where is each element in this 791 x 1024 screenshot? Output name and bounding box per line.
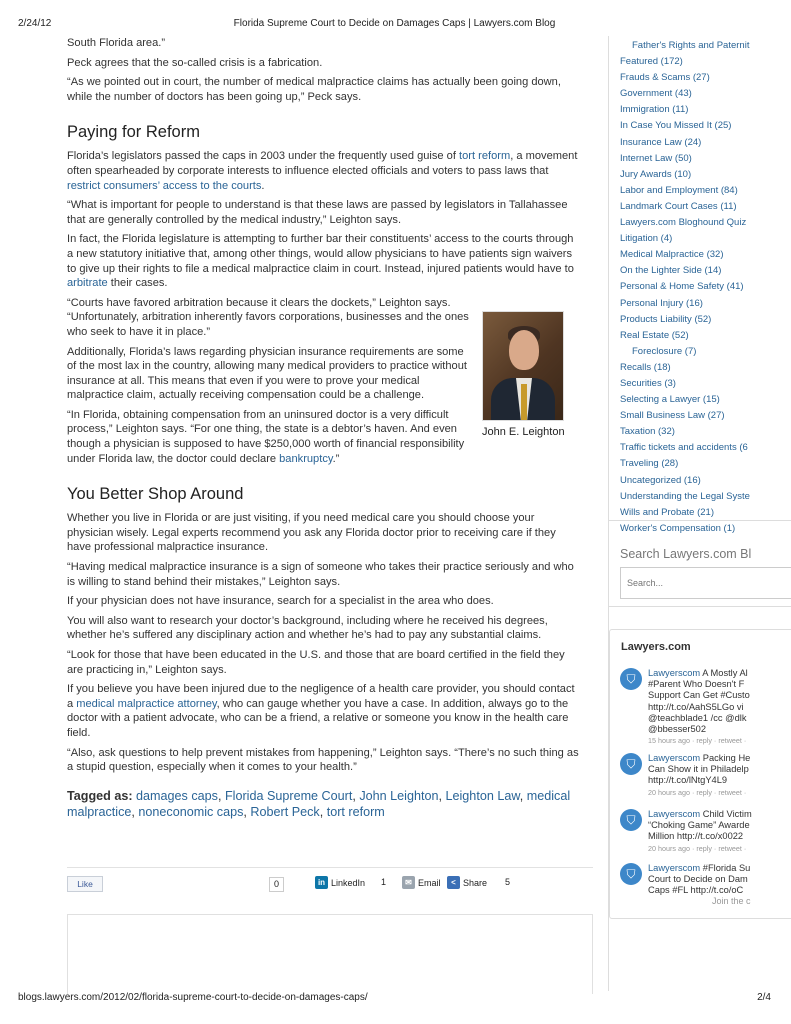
tweet-line: @teachblade1 /cc @dlk <box>648 712 747 723</box>
tags-label: Tagged as: <box>67 788 133 803</box>
tweet-line: Can Show it in Philadelp <box>648 764 749 775</box>
tweet-meta: 20 hours ago · reply · retweet · <box>648 843 747 853</box>
link-tort-reform[interactable]: tort reform <box>459 150 511 163</box>
article-paragraph: Whether you live in Florida or are just visiting, if you need medical care you should choose your physician wisely. Legal experts recommend you ask any Florida doctor prior to receiving care if they have professional malpractice insurance. <box>67 512 556 554</box>
tag-separator: , <box>519 788 527 803</box>
tags-line <box>67 788 579 820</box>
tag-separator: , <box>352 788 360 803</box>
leighton-photo <box>482 311 564 421</box>
tag-link[interactable]: damages caps <box>136 788 218 803</box>
linkedin-count: 1 <box>381 877 387 887</box>
comment-box[interactable] <box>67 914 593 994</box>
category-link[interactable]: Personal & Home Safety (41) <box>620 281 744 293</box>
tweet-user-link[interactable]: Lawyerscom <box>648 863 701 873</box>
link-restrict-access[interactable]: restrict consumers’ access to the courts <box>67 179 262 192</box>
article-paragraph: Florida’s legislators passed the caps in 2003 under the frequently used guise of tort reform, a movement often spearheaded by corporate interests to influence elected officials and voters to pass laws that restrict consumers’ access to the courts. <box>67 150 578 192</box>
category-link[interactable]: Government (43) <box>620 88 692 100</box>
tweet-line: Caps #FL http://t.co/oC <box>648 885 744 896</box>
article-paragraph: “Look for those that have been educated in the U.S. and those that are board certified in the field they are practicing in,” Leighton says. <box>67 649 565 676</box>
photo-caption: John E. Leighton <box>482 426 565 438</box>
article-paragraph: “Having medical malpractice insurance is a sign of someone who takes their practice seriously and who is willing to stand behind their mistakes,” Leighton says. <box>67 561 574 588</box>
tweet-user-link[interactable]: Lawyerscom <box>648 809 701 819</box>
tag-link[interactable]: noneconomic caps <box>138 804 244 819</box>
tag-separator: , <box>217 788 225 803</box>
tweet-line: #Florida Su <box>702 863 751 873</box>
category-link[interactable]: Lawyers.com Bloghound Quiz <box>620 217 747 229</box>
category-link[interactable]: Medical Malpractice (32) <box>620 249 724 261</box>
category-link[interactable]: Uncategorized (16) <box>620 474 701 486</box>
tweet-text <box>648 753 791 798</box>
category-link[interactable]: Recalls (18) <box>620 361 671 373</box>
article-paragraph: “Also, ask questions to help prevent mistakes from happening,” Leighton says. “There’s no such thing as a stupid question, especially when it comes to your health.” <box>67 746 579 774</box>
category-link[interactable]: Father's Rights and Paternit <box>632 40 750 51</box>
print-header <box>18 18 771 32</box>
category-link[interactable]: Featured (172) <box>620 56 683 68</box>
category-link[interactable]: Personal Injury (16) <box>620 297 703 309</box>
tweet-line: http://t.co/AahS5LGo vi <box>648 701 744 712</box>
article-paragraph: South Florida area.” <box>67 37 166 49</box>
tweet-line: Packing He <box>702 753 751 763</box>
article-paragraph: You will also want to research your doctor’s background, including where he received his degrees, whether he’s suffered any disciplinary action and whether he’s had to pay any substantial claims. <box>67 614 548 642</box>
category-link[interactable]: Litigation (4) <box>620 233 673 245</box>
article-paragraph: If your physician does not have insurance, search for a specialist in the area who does. <box>67 595 494 608</box>
section-heading-reform: Paying for Reform <box>67 123 200 142</box>
category-link[interactable]: Traveling (28) <box>620 458 679 470</box>
article-paragraph: “In Florida, obtaining compensation from an uninsured doctor is a very difficult process,” Leighton says. “For one thing, the state is a debtor’s haven. And even though a physician is supposed to have $250,000 worth of financial responsibility under Florida law, the doctor could declare bankruptcy.” <box>67 408 465 465</box>
tweet-meta: 15 hours ago · reply · retweet · <box>648 736 747 746</box>
tag-separator: , <box>131 804 139 819</box>
linkedin-button[interactable] <box>315 876 365 889</box>
tweet-meta: 20 hours ago · reply · retweet · <box>648 787 747 797</box>
category-link[interactable]: Internet Law (50) <box>620 152 692 164</box>
print-url: blogs.lawyers.com/2012/02/florida-supreme-court-to-decide-on-damages-caps/ <box>18 992 368 1003</box>
lawyers-com-avatar-icon[interactable]: ⛉ <box>620 809 642 831</box>
lawyers-com-avatar-icon[interactable]: ⛉ <box>620 753 642 775</box>
section-heading-shop: You Better Shop Around <box>67 485 244 504</box>
tag-link[interactable]: John Leighton <box>359 788 439 803</box>
category-link[interactable]: Real Estate (52) <box>620 329 689 341</box>
article-paragraph: “What is important for people to understand is that these laws are passed by legislators in Tallahassee that are generally controlled by the medical industry,” Leighton says. <box>67 199 568 226</box>
category-link[interactable]: Frauds & Scams (27) <box>620 72 710 84</box>
category-link[interactable]: Taxation (32) <box>620 426 675 438</box>
leighton-photo-figure <box>482 311 579 440</box>
category-link[interactable]: Securities (3) <box>620 377 676 389</box>
category-link[interactable]: Insurance Law (24) <box>620 136 702 148</box>
category-link[interactable]: Understanding the Legal Syste <box>620 490 750 502</box>
article-paragraph: “Courts have favored arbitration because it clears the dockets,” Leighton says. “Unfortunately, arbitration inherently favors corporations, businesses and the ones who seek to have it in place.” <box>67 296 469 338</box>
link-bankruptcy[interactable]: bankruptcy <box>279 452 333 465</box>
print-page-number: 2/4 <box>757 992 771 1003</box>
category-link[interactable]: Traffic tickets and accidents (6 <box>620 442 748 454</box>
tag-link[interactable]: Robert Peck <box>250 804 320 819</box>
lawyers-com-avatar-icon[interactable]: ⛉ <box>620 863 642 885</box>
tweet-line: @bbesser502 <box>648 724 707 735</box>
tweet-text <box>648 809 791 854</box>
tweet-user-link[interactable]: Lawyerscom <box>648 753 701 763</box>
tweet-user-link[interactable]: Lawyerscom <box>648 668 701 678</box>
article-paragraph: In fact, the Florida legislature is attempting to further bar their constituents’ access to the courts through a new statutory initiative that, among other things, would allow physicians to have patients sign waivers to give up their rights to file a medical malpractice claim in court. Instead, injured patients would have to arbitrate their cases. <box>67 233 574 290</box>
email-icon: ✉ <box>402 876 415 889</box>
divider <box>609 606 791 607</box>
twitter-widget-title: Lawyers.com <box>621 641 691 653</box>
category-link[interactable]: Jury Awards (10) <box>620 168 692 180</box>
tag-link[interactable]: Leighton Law <box>445 788 520 803</box>
tweet-line: Support Can Get #Custo <box>648 690 750 701</box>
category-link[interactable]: In Case You Missed It (25) <box>620 120 732 132</box>
link-medical-malpractice-attorney[interactable]: medical malpractice attorney <box>76 697 217 710</box>
tweet-text <box>648 668 791 746</box>
category-link[interactable]: Foreclosure (7) <box>632 345 697 357</box>
category-link[interactable]: Selecting a Lawyer (15) <box>620 394 720 406</box>
like-count: 0 <box>269 877 284 892</box>
like-button[interactable]: Like <box>67 876 103 892</box>
print-date: 2/24/12 <box>18 18 52 29</box>
category-list <box>609 36 791 537</box>
article-paragraph: If you believe you have been injured due to the negligence of a health care provider, you should contact a medical malpractice attorney, who can gauge whether you have a case. In addition, always go to the doctor with a patient advocate, who can be a friend, a relative or someone you know in the health care field. <box>67 683 575 739</box>
tag-link[interactable]: medical malpractice <box>67 788 571 819</box>
tag-separator: , <box>438 788 446 803</box>
category-link[interactable]: Wills and Probate (21) <box>620 506 714 518</box>
category-link[interactable]: Worker's Compensation (1) <box>620 522 736 534</box>
search-title: Search Lawyers.com Bl <box>620 546 752 561</box>
tweet-line: http://t.co/lNtgY4L9 <box>648 775 728 786</box>
email-label: Email <box>418 877 441 888</box>
category-link[interactable]: Small Business Law (27) <box>620 410 725 422</box>
tweet-line: A Mostly Al <box>702 668 748 678</box>
category-link[interactable]: Immigration (11) <box>620 104 689 116</box>
divider <box>609 520 791 521</box>
tweet-line: #Parent Who Doesn't F <box>648 679 745 690</box>
share-button[interactable] <box>447 876 487 889</box>
twitter-join-link[interactable]: Join the c <box>712 896 751 906</box>
share-label: Share <box>463 877 488 888</box>
print-page-title: Florida Supreme Court to Decide on Damages Caps | Lawyers.com Blog <box>233 18 556 29</box>
tweet-line: “Choking Game” Awarde <box>648 820 750 831</box>
linkedin-icon: in <box>315 876 328 889</box>
tag-separator: , <box>319 804 327 819</box>
lawyers-com-avatar-icon[interactable]: ⛉ <box>620 668 642 690</box>
article-body <box>67 36 579 820</box>
category-link[interactable]: Landmark Court Cases (11) <box>620 200 737 212</box>
category-link[interactable]: Labor and Employment (84) <box>620 184 738 196</box>
tag-link[interactable]: tort reform <box>326 804 385 819</box>
article-paragraph: Additionally, Florida’s laws regarding physician insurance requirements are some of the most lax in the country, allowing many medical providers to practice without insurance at all. This means that even if you were to prove your medical malpractice claim, actually receiving compensation could be a challenge. <box>67 345 467 402</box>
tag-link[interactable]: Florida Supreme Court <box>224 788 353 803</box>
category-link[interactable]: On the Lighter Side (14) <box>620 265 722 277</box>
article-paragraph: “As we pointed out in court, the number of medical malpractice claims has actually been going down, while the number of doctors has been going up,” Peck says. <box>67 76 561 103</box>
linkedin-label: LinkedIn <box>331 877 366 888</box>
tag-separator: , <box>243 804 251 819</box>
link-arbitrate[interactable]: arbitrate <box>67 277 108 290</box>
share-bar <box>67 867 593 897</box>
tweet-line: Court to Decide on Dam <box>648 874 748 885</box>
article-paragraph: Peck agrees that the so-called crisis is a fabrication. <box>67 56 323 69</box>
email-button[interactable] <box>402 876 441 889</box>
tweet-line: Child Victim <box>702 809 752 819</box>
share-count: 5 <box>505 877 511 887</box>
share-icon: < <box>447 876 460 889</box>
sidebar <box>608 36 791 991</box>
tweet-line: Million http://t.co/x0022 <box>648 831 744 842</box>
search-input[interactable] <box>620 567 791 599</box>
tweet-text <box>648 863 791 897</box>
twitter-widget <box>609 629 791 919</box>
category-link[interactable]: Products Liability (52) <box>620 313 712 325</box>
